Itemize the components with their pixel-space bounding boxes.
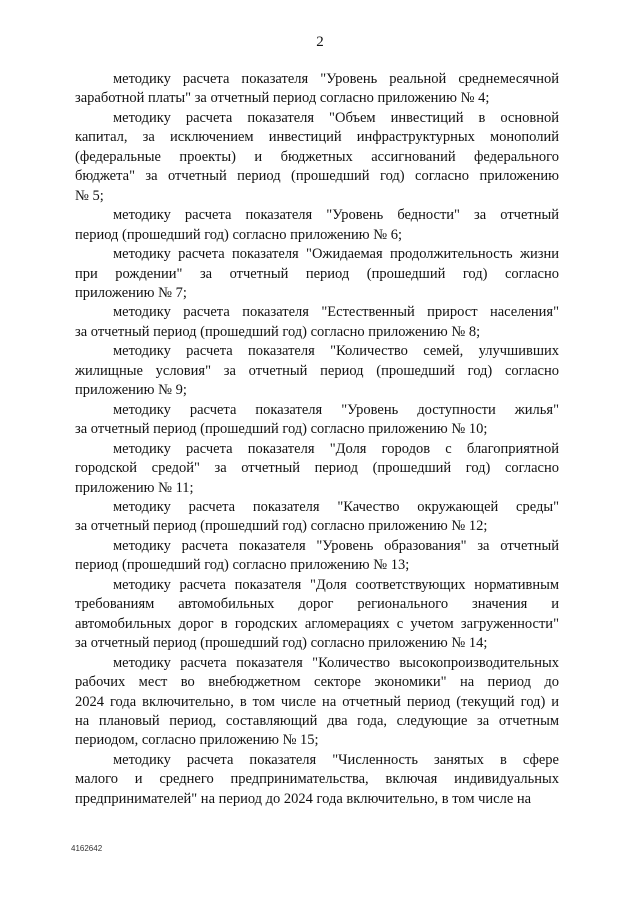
paragraph-line: № 5; xyxy=(75,187,104,204)
paragraph xyxy=(75,537,559,576)
paragraph-line: приложению № 11; xyxy=(75,479,194,496)
paragraph-line: методику расчета показателя "Естественный прирост населения" xyxy=(113,304,559,321)
document-id: 4162642 xyxy=(71,844,103,853)
paragraph-line: период (прошедший год) согласно приложению № 6; xyxy=(75,226,402,243)
paragraph-line: жилищные условия" за отчетный период (прошедший год) согласно xyxy=(75,362,559,379)
paragraph-line: периодом, согласно приложению № 15; xyxy=(75,732,319,749)
paragraph-line: за отчетный период (прошедший год) согласно приложению № 8; xyxy=(75,323,481,340)
paragraph xyxy=(75,401,559,440)
paragraph-line: капитал, за исключением инвестиций инфраструктурных монополий xyxy=(75,129,559,146)
paragraph-line: предпринимателей" на период до 2024 года включительно, в том числе на xyxy=(75,790,532,807)
paragraph-line: 2024 года включительно, в том числе на отчетный период (текущий год) и xyxy=(75,693,559,710)
paragraph xyxy=(75,751,559,809)
paragraph-line: за отчетный период (прошедший год) согласно приложению № 12; xyxy=(75,518,488,535)
paragraph xyxy=(75,70,559,109)
paragraph-line: на плановый период, составляющий два года, следующие за отчетным xyxy=(75,712,559,729)
paragraph-line: методику расчета показателя "Доля городов с благоприятной xyxy=(113,440,559,457)
paragraph xyxy=(75,498,559,537)
document-body xyxy=(75,70,559,809)
paragraph-line: методику расчета показателя "Уровень доступности жилья" xyxy=(113,401,559,418)
paragraph xyxy=(75,109,559,206)
paragraph-line: методику расчета показателя "Качество окружающей среды" xyxy=(113,498,559,515)
paragraph-line: методику расчета показателя "Уровень образования" за отчетный xyxy=(113,537,559,554)
paragraph xyxy=(75,245,559,303)
paragraph-line: бюджета" за отчетный период (прошедший год) согласно приложению xyxy=(75,168,559,185)
paragraph-line: (федеральные проекты) и бюджетных ассигнований федерального xyxy=(75,148,559,165)
paragraph-line: методику расчета показателя "Ожидаемая продолжительность жизни xyxy=(113,246,559,263)
paragraph-line: методику расчета показателя "Объем инвестиций в основной xyxy=(113,109,559,126)
paragraph-line: приложению № 7; xyxy=(75,284,187,301)
paragraph-line: методику расчета показателя "Уровень реальной среднемесячной xyxy=(113,71,559,87)
paragraph-line: методику расчета показателя "Количество высокопроизводительных xyxy=(113,654,559,671)
paragraph-line: приложению № 9; xyxy=(75,382,187,399)
paragraph-line: методику расчета показателя "Количество семей, улучшивших xyxy=(113,343,559,360)
paragraph-line: автомобильных дорог в городских агломерациях с учетом загруженности" xyxy=(75,615,559,632)
paragraph-line: заработной платы" за отчетный период согласно приложению № 4; xyxy=(75,90,490,107)
paragraph xyxy=(75,303,559,342)
paragraph-line: за отчетный период (прошедший год) согласно приложению № 10; xyxy=(75,421,488,438)
paragraph-line: требованиям автомобильных дорог регионального значения и xyxy=(75,596,559,613)
paragraph-line: рабочих мест во внебюджетном секторе экономики" на период до xyxy=(75,674,559,691)
paragraph-line: городской средой" за отчетный период (прошедший год) согласно xyxy=(75,460,559,477)
paragraph xyxy=(75,440,559,498)
paragraph-line: методику расчета показателя "Уровень бедности" за отчетный xyxy=(113,207,559,224)
paragraph xyxy=(75,654,559,751)
paragraph xyxy=(75,576,559,654)
paragraph-line: методику расчета показателя "Доля соответствующих нормативным xyxy=(113,576,559,593)
paragraph-line: при рождении" за отчетный период (прошедший год) согласно xyxy=(75,265,559,282)
paragraph-line: за отчетный период (прошедший год) согласно приложению № 14; xyxy=(75,635,488,652)
paragraph-line: период (прошедший год) согласно приложению № 13; xyxy=(75,557,410,574)
page-number: 2 xyxy=(316,34,324,50)
paragraph xyxy=(75,342,559,400)
paragraph-line: методику расчета показателя "Численность занятых в сфере xyxy=(113,751,559,768)
paragraph xyxy=(75,206,559,245)
paragraph-line: малого и среднего предпринимательства, включая индивидуальных xyxy=(75,771,559,788)
